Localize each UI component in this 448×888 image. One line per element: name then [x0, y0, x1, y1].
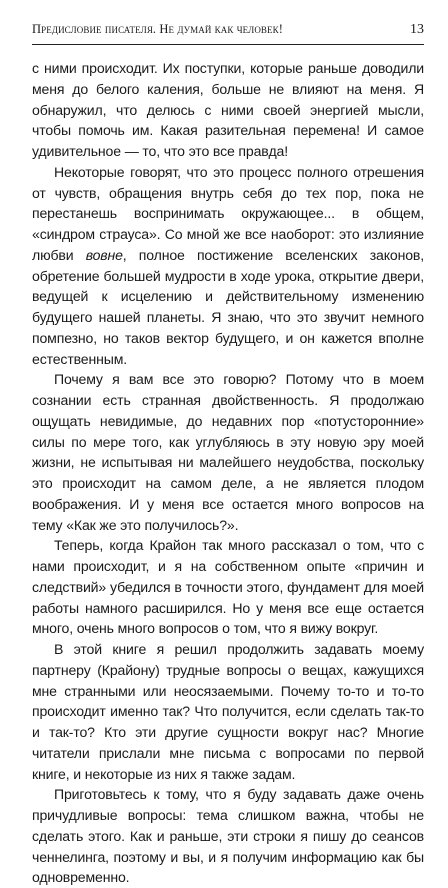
paragraph-text: Некоторые говорят, что это процесс полного отрешения от чувств, обращения внутрь себя до тех пор, пока не перестанешь воспринимать окружающее... в общем, «синдром страуса». Со мной же все наоборот: это излияние любви — [32, 163, 424, 263]
body-text — [32, 58, 424, 888]
page-number: 13 — [410, 22, 424, 37]
paragraph-text: Почему я вам все это говорю? Потому что в моем сознании есть странная двойственность. Я продолжаю ощущать невидимые, до недавних пор «потусторонние» силы по мере того, как углубляюсь в эту новую эру моей жизни, не испытывая ни малейшего неудобства, поскольку это происходит на самом деле, а не является плодом воображения. И у меня все остается много вопросов на тему «Как же это получилось?». — [32, 371, 424, 533]
running-title: Предисловие писателя. Не думай как человек! — [32, 22, 283, 36]
paragraph — [32, 535, 424, 639]
running-head — [32, 22, 424, 40]
header-rule — [32, 44, 424, 45]
paragraph-text: , полное постижение вселенских законов, обретение большей мудрости в ходе урока, открытие двери, ведущей к исцелению и действительному изменению будущего нашей планеты. Я знаю, что это звучит немного помпезно, но таков вектор будущего, и он кажется вполне естественным. — [32, 246, 424, 367]
paragraph — [32, 369, 424, 535]
paragraph-text: с ними происходит. Их поступки, которые раньше доводили меня до белого каления, больше не влияют на меня. Я обнаружил, что делюсь с ними своей энергией мысли, чтобы помочь им. Какая разительная перемена! И самое удивительное — то, что это все правда! — [32, 60, 424, 159]
paragraph-text: В этой книге я решил продолжить задавать моему партнеру (Крайону) трудные вопросы о вещах, кажущихся мне странными или неосязаемыми. Почему то-то и то-то происходит именно так? Что получится, если сделать так-то и так-то? Кто эти другие сущности вокруг нас? Многие читатели прислали мне письма с вопросами по первой книге, и некоторые из них я также задам. — [32, 641, 424, 782]
paragraph-text: Теперь, когда Крайон так много рассказал о том, что с нами происходит, и я на собственном опыте «причин и следствий» убедился в точности этого, фундамент для моей работы намного расширился. Но у меня все еще остается много, очень много вопросов о том, что я вижу вокруг. — [32, 537, 424, 637]
paragraph — [32, 58, 424, 162]
paragraph — [32, 162, 424, 370]
paragraph — [32, 784, 424, 888]
italic-text: вовне — [85, 246, 123, 263]
paragraph — [32, 639, 424, 784]
paragraph-text: Приготовьтесь к тому, что я буду задавать даже очень причудливые вопросы: тема слишком важна, чтобы не сделать этого. Как и раньше, эти строки я пишу до сеансов ченнелинга, поэтому и вы, и я получим информацию как бы одновременно. — [32, 786, 424, 886]
